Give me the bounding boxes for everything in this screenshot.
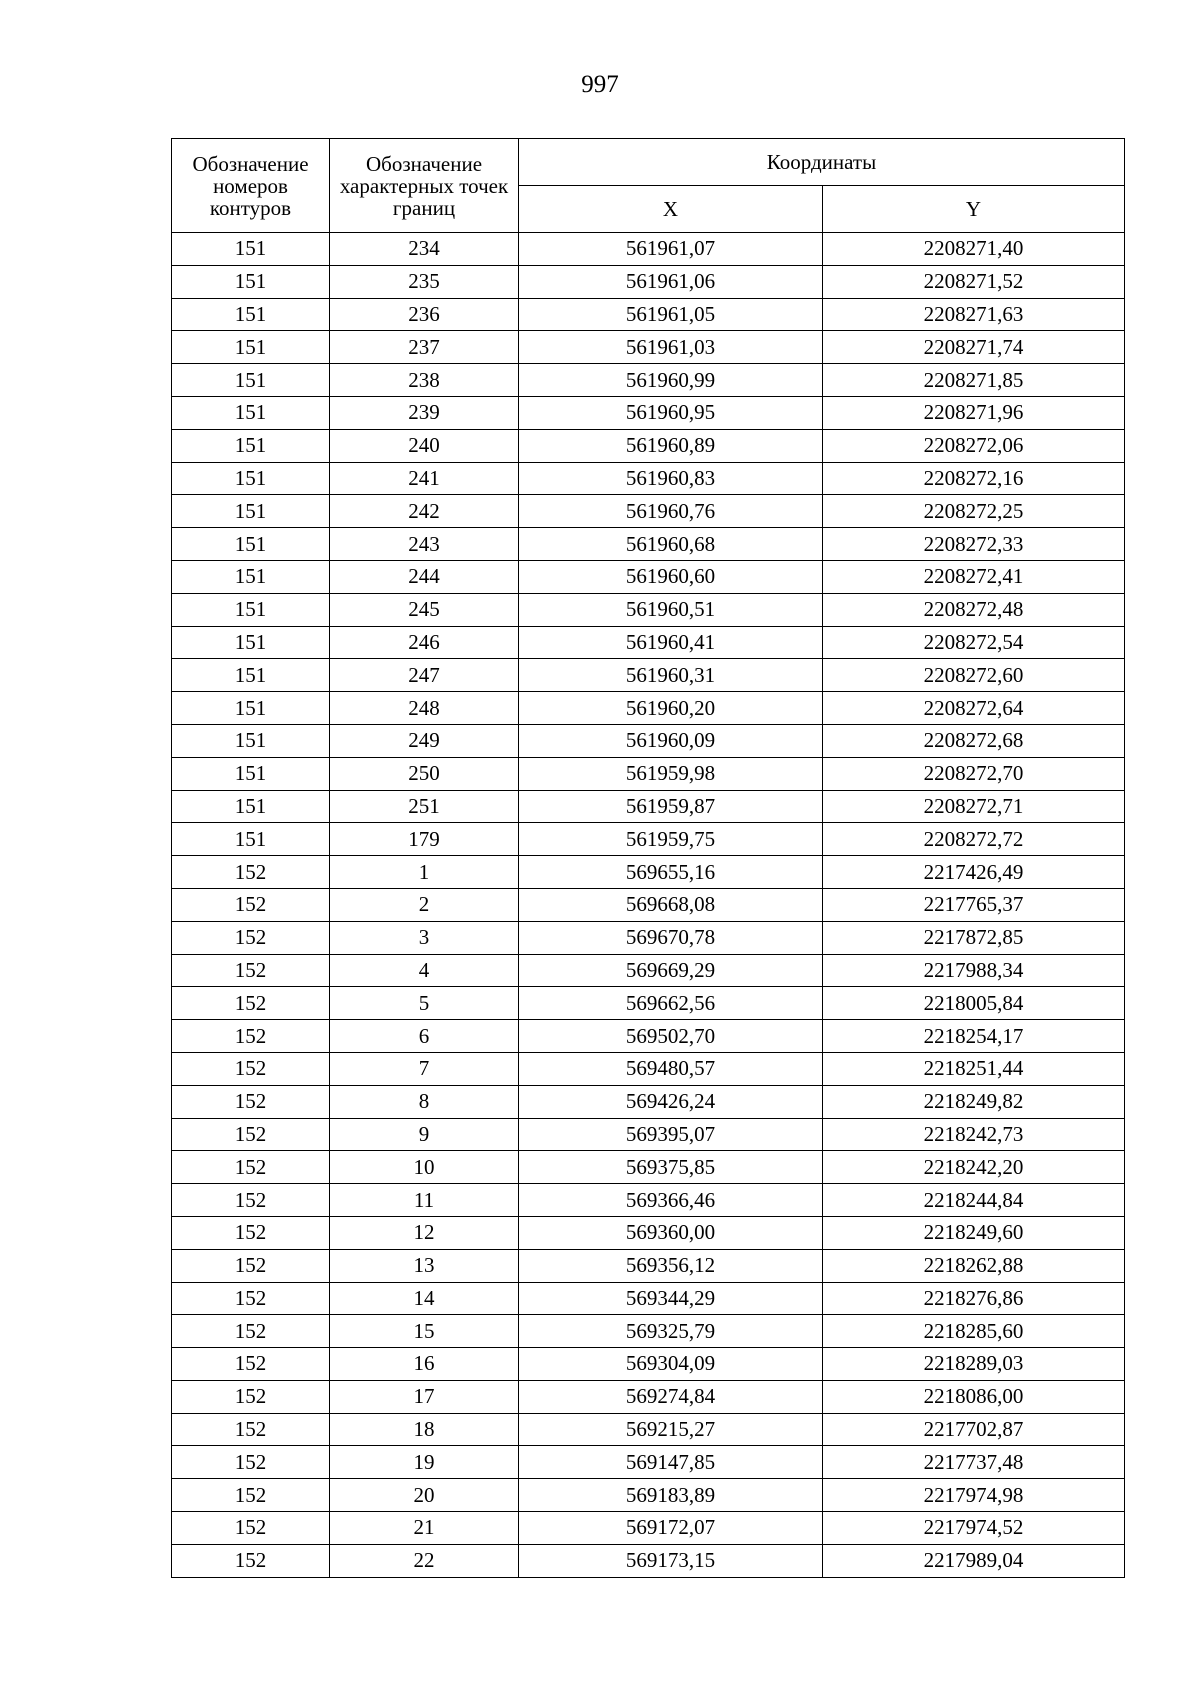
table-row [172,233,1125,266]
cell-y: 2208272,48 [823,593,1125,626]
cell-y: 2218086,00 [823,1380,1125,1413]
cell-y: 2208271,96 [823,396,1125,429]
cell-point-number: 17 [330,1380,519,1413]
cell-x: 569215,27 [519,1413,823,1446]
cell-y: 2218262,88 [823,1249,1125,1282]
cell-contour-number: 151 [172,626,330,659]
cell-point-number: 242 [330,495,519,528]
table-row [172,790,1125,823]
cell-point-number: 1 [330,856,519,889]
cell-contour-number: 151 [172,823,330,856]
cell-x: 569670,78 [519,921,823,954]
table-row [172,495,1125,528]
cell-y: 2218242,73 [823,1118,1125,1151]
cell-contour-number: 152 [172,1184,330,1217]
cell-y: 2208271,40 [823,233,1125,266]
cell-y: 2218249,60 [823,1216,1125,1249]
cell-point-number: 5 [330,987,519,1020]
cell-point-number: 241 [330,462,519,495]
cell-contour-number: 151 [172,364,330,397]
cell-y: 2218276,86 [823,1282,1125,1315]
cell-contour-number: 151 [172,495,330,528]
cell-point-number: 9 [330,1118,519,1151]
header-boundary-point: Обозначение характерных точек границ [330,139,519,233]
cell-point-number: 238 [330,364,519,397]
table-row [172,528,1125,561]
cell-y: 2208272,16 [823,462,1125,495]
cell-point-number: 6 [330,1020,519,1053]
table-row [172,1216,1125,1249]
cell-contour-number: 151 [172,331,330,364]
cell-y: 2208272,41 [823,560,1125,593]
table-row [172,1020,1125,1053]
cell-y: 2218244,84 [823,1184,1125,1217]
cell-x: 569669,29 [519,954,823,987]
cell-x: 561960,20 [519,692,823,725]
cell-x: 569655,16 [519,856,823,889]
cell-y: 2208272,70 [823,757,1125,790]
cell-point-number: 247 [330,659,519,692]
header-coordinates: Координаты [519,139,1125,186]
cell-point-number: 235 [330,265,519,298]
cell-x: 561960,83 [519,462,823,495]
cell-point-number: 10 [330,1151,519,1184]
cell-x: 561959,75 [519,823,823,856]
cell-contour-number: 151 [172,396,330,429]
table-row [172,921,1125,954]
cell-contour-number: 152 [172,1348,330,1381]
cell-contour-number: 152 [172,921,330,954]
cell-x: 561960,95 [519,396,823,429]
cell-x: 569375,85 [519,1151,823,1184]
cell-point-number: 19 [330,1446,519,1479]
table-row [172,1413,1125,1446]
table-row [172,560,1125,593]
cell-y: 2208271,74 [823,331,1125,364]
cell-y: 2208272,25 [823,495,1125,528]
table-row [172,593,1125,626]
cell-x: 569344,29 [519,1282,823,1315]
cell-point-number: 2 [330,888,519,921]
coordinates-table [171,138,1125,1578]
cell-x: 569426,24 [519,1085,823,1118]
cell-x: 561961,07 [519,233,823,266]
cell-y: 2217872,85 [823,921,1125,954]
cell-x: 569274,84 [519,1380,823,1413]
cell-y: 2208272,54 [823,626,1125,659]
cell-contour-number: 151 [172,692,330,725]
cell-point-number: 20 [330,1479,519,1512]
cell-x: 569325,79 [519,1315,823,1348]
cell-contour-number: 152 [172,1052,330,1085]
table-row [172,659,1125,692]
cell-x: 569304,09 [519,1348,823,1381]
cell-y: 2208272,72 [823,823,1125,856]
cell-point-number: 251 [330,790,519,823]
table-row [172,298,1125,331]
cell-contour-number: 151 [172,757,330,790]
cell-point-number: 236 [330,298,519,331]
cell-x: 569502,70 [519,1020,823,1053]
cell-point-number: 11 [330,1184,519,1217]
cell-x: 561961,05 [519,298,823,331]
cell-contour-number: 152 [172,1479,330,1512]
cell-y: 2208271,52 [823,265,1125,298]
cell-x: 569356,12 [519,1249,823,1282]
table-row [172,1479,1125,1512]
cell-y: 2208271,63 [823,298,1125,331]
cell-y: 2208272,06 [823,429,1125,462]
cell-y: 2218249,82 [823,1085,1125,1118]
cell-point-number: 249 [330,724,519,757]
table-row [172,954,1125,987]
cell-y: 2208272,71 [823,790,1125,823]
cell-y: 2208272,64 [823,692,1125,725]
cell-point-number: 3 [330,921,519,954]
cell-x: 561960,31 [519,659,823,692]
table-row [172,692,1125,725]
table-row [172,396,1125,429]
cell-x: 569366,46 [519,1184,823,1217]
cell-contour-number: 151 [172,593,330,626]
cell-point-number: 243 [330,528,519,561]
cell-contour-number: 151 [172,528,330,561]
cell-contour-number: 151 [172,298,330,331]
cell-point-number: 240 [330,429,519,462]
cell-point-number: 245 [330,593,519,626]
table-row [172,1118,1125,1151]
cell-y: 2218285,60 [823,1315,1125,1348]
page-number: 997 [581,71,619,98]
cell-x: 569395,07 [519,1118,823,1151]
cell-contour-number: 152 [172,888,330,921]
cell-point-number: 239 [330,396,519,429]
cell-contour-number: 152 [172,1249,330,1282]
table-row [172,1544,1125,1577]
table-row [172,462,1125,495]
cell-x: 561960,68 [519,528,823,561]
cell-point-number: 21 [330,1512,519,1545]
table-row [172,1184,1125,1217]
table-row [172,1052,1125,1085]
cell-x: 561960,99 [519,364,823,397]
cell-point-number: 12 [330,1216,519,1249]
header-y: Y [823,186,1125,233]
cell-y: 2208271,85 [823,364,1125,397]
table-row [172,364,1125,397]
header-contour-number: Обозначение номеров контуров [172,139,330,233]
cell-x: 569173,15 [519,1544,823,1577]
cell-contour-number: 152 [172,1085,330,1118]
cell-contour-number: 152 [172,1020,330,1053]
cell-contour-number: 151 [172,429,330,462]
cell-point-number: 4 [330,954,519,987]
cell-x: 569183,89 [519,1479,823,1512]
cell-point-number: 246 [330,626,519,659]
table-row [172,429,1125,462]
cell-x: 561960,89 [519,429,823,462]
cell-point-number: 15 [330,1315,519,1348]
cell-contour-number: 151 [172,233,330,266]
cell-y: 2208272,60 [823,659,1125,692]
cell-x: 561960,60 [519,560,823,593]
cell-point-number: 13 [330,1249,519,1282]
cell-y: 2218289,03 [823,1348,1125,1381]
cell-y: 2218254,17 [823,1020,1125,1053]
table-row [172,1512,1125,1545]
table-row [172,1249,1125,1282]
table-row [172,1085,1125,1118]
cell-x: 569480,57 [519,1052,823,1085]
table-row [172,1151,1125,1184]
cell-contour-number: 152 [172,856,330,889]
cell-contour-number: 152 [172,1512,330,1545]
table-row [172,265,1125,298]
cell-contour-number: 152 [172,987,330,1020]
cell-contour-number: 151 [172,265,330,298]
cell-x: 569147,85 [519,1446,823,1479]
cell-point-number: 248 [330,692,519,725]
table-row [172,626,1125,659]
cell-x: 561960,41 [519,626,823,659]
table-row [172,823,1125,856]
table-row [172,1282,1125,1315]
cell-contour-number: 152 [172,954,330,987]
cell-point-number: 8 [330,1085,519,1118]
cell-point-number: 14 [330,1282,519,1315]
cell-contour-number: 152 [172,1151,330,1184]
cell-contour-number: 152 [172,1446,330,1479]
cell-point-number: 250 [330,757,519,790]
cell-x: 569172,07 [519,1512,823,1545]
cell-point-number: 237 [330,331,519,364]
cell-x: 561959,87 [519,790,823,823]
cell-x: 569662,56 [519,987,823,1020]
cell-y: 2218242,20 [823,1151,1125,1184]
cell-y: 2217974,98 [823,1479,1125,1512]
header-x: X [519,186,823,233]
cell-y: 2208272,33 [823,528,1125,561]
cell-contour-number: 152 [172,1216,330,1249]
cell-contour-number: 152 [172,1118,330,1151]
cell-point-number: 7 [330,1052,519,1085]
table-row [172,987,1125,1020]
cell-x: 561960,51 [519,593,823,626]
table-row [172,1380,1125,1413]
cell-point-number: 18 [330,1413,519,1446]
cell-y: 2208272,68 [823,724,1125,757]
cell-contour-number: 151 [172,560,330,593]
cell-point-number: 244 [330,560,519,593]
cell-y: 2218251,44 [823,1052,1125,1085]
table-row [172,757,1125,790]
cell-x: 569360,00 [519,1216,823,1249]
cell-y: 2217988,34 [823,954,1125,987]
cell-contour-number: 151 [172,790,330,823]
cell-y: 2217702,87 [823,1413,1125,1446]
cell-contour-number: 152 [172,1380,330,1413]
cell-point-number: 16 [330,1348,519,1381]
table-row [172,724,1125,757]
table-row [172,1348,1125,1381]
table-row [172,856,1125,889]
cell-y: 2217765,37 [823,888,1125,921]
cell-y: 2218005,84 [823,987,1125,1020]
cell-point-number: 234 [330,233,519,266]
cell-contour-number: 152 [172,1282,330,1315]
cell-y: 2217989,04 [823,1544,1125,1577]
cell-x: 569668,08 [519,888,823,921]
cell-x: 561961,03 [519,331,823,364]
cell-x: 561959,98 [519,757,823,790]
cell-contour-number: 152 [172,1315,330,1348]
cell-y: 2217426,49 [823,856,1125,889]
cell-y: 2217974,52 [823,1512,1125,1545]
cell-point-number: 22 [330,1544,519,1577]
table-row [172,1315,1125,1348]
cell-x: 561961,06 [519,265,823,298]
cell-x: 561960,76 [519,495,823,528]
cell-contour-number: 151 [172,659,330,692]
table-row [172,331,1125,364]
table-body [172,233,1125,1578]
table-row [172,1446,1125,1479]
cell-x: 561960,09 [519,724,823,757]
cell-contour-number: 151 [172,724,330,757]
cell-contour-number: 152 [172,1413,330,1446]
table-row [172,888,1125,921]
cell-point-number: 179 [330,823,519,856]
cell-contour-number: 152 [172,1544,330,1577]
cell-contour-number: 151 [172,462,330,495]
cell-y: 2217737,48 [823,1446,1125,1479]
